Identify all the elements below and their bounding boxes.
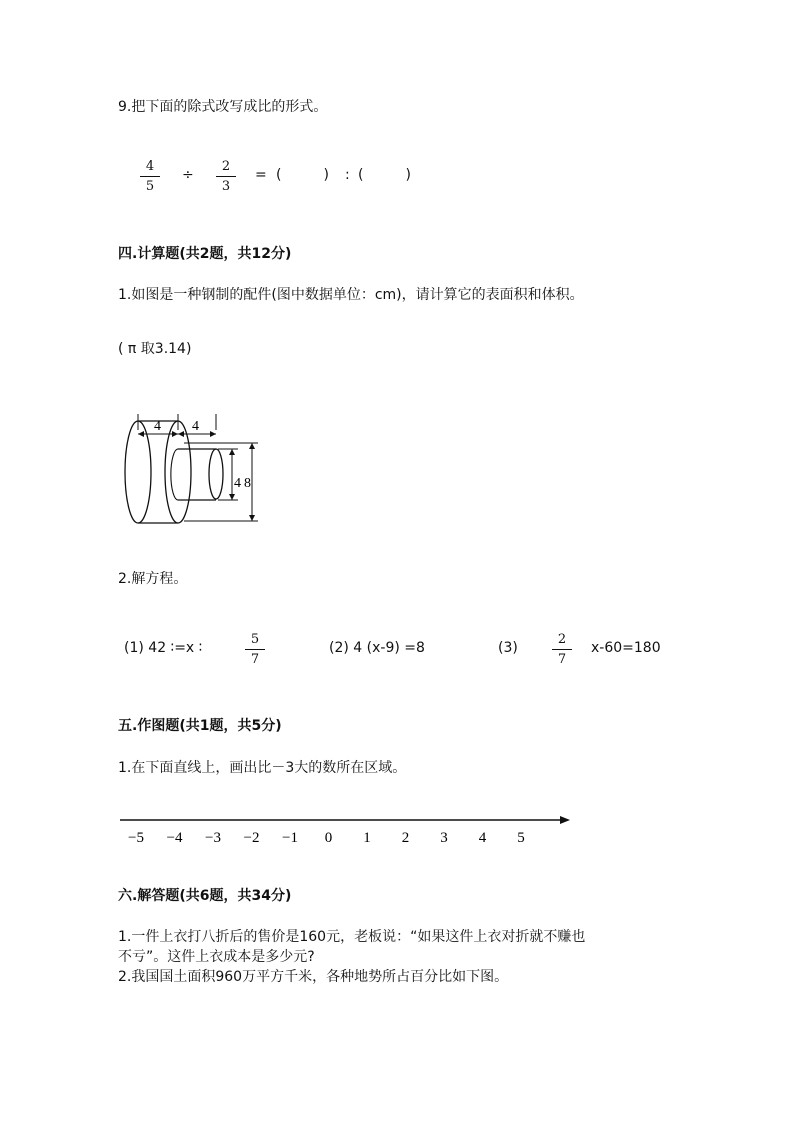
fraction-numerator: 2 (557, 632, 567, 647)
question-9-text: 9.把下面的除式改写成比的形式。 (118, 99, 328, 115)
inner-cylinder-left-arc (171, 449, 178, 500)
outer-cylinder-left-end (125, 421, 151, 523)
number-line-arrow-icon (560, 816, 570, 824)
division-sign: ÷ (182, 167, 194, 183)
dimension-label-left: 4 (154, 419, 161, 434)
inner-cylinder-end (209, 449, 223, 499)
ratio-colon: : (345, 167, 350, 183)
equation-3-fraction (552, 632, 572, 667)
section-5-heading: 五.作图题(共1题，共5分) (118, 718, 282, 734)
number-line[interactable] (118, 806, 578, 856)
fraction-bar (140, 176, 160, 177)
cylinder-part-figure (118, 410, 268, 535)
section-4-heading: 四.计算题(共2题，共12分) (118, 246, 292, 262)
equation-1-fraction (245, 632, 265, 667)
outer-cylinder-right-end (165, 421, 191, 523)
fraction-denominator: 7 (250, 652, 260, 667)
fraction-bar (245, 649, 265, 650)
dimension-label-outer: 8 (244, 476, 251, 491)
answer-blank-2[interactable]: ( ) (358, 167, 411, 183)
section-5-question-1-text: 1.在下面直线上，画出比－3大的数所在区域。 (118, 760, 407, 776)
fraction-denominator: 5 (145, 179, 155, 194)
fraction-denominator: 3 (221, 179, 231, 194)
number-line-label: 5 (517, 830, 525, 846)
section-6-question-2-text: 2.我国国土面积960万平方千米，各种地势所占百分比如下图。 (118, 969, 509, 985)
dimension-label-right: 4 (192, 419, 199, 434)
section-4-question-2-text: 2.解方程。 (118, 571, 188, 587)
number-line-label: −3 (205, 830, 221, 846)
number-line-label: −4 (166, 830, 183, 846)
equals-sign: = (255, 167, 267, 183)
number-line-label: 4 (478, 830, 487, 846)
equation-2: (2) 4 (x-9) =8 (329, 640, 425, 656)
section-6-heading: 六.解答题(共6题，共34分) (118, 888, 292, 904)
fraction-four-fifths (140, 159, 160, 194)
section-6-question-1-line-2: 不亏”。这件上衣成本是多少元? (118, 949, 315, 965)
number-line-label: −5 (128, 830, 144, 846)
fraction-numerator: 5 (250, 632, 260, 647)
number-line-label: 1 (363, 830, 371, 846)
fraction-two-thirds (216, 159, 236, 194)
pi-note: ( π 取3.14) (118, 341, 192, 357)
answer-blank-1[interactable]: ( ) (276, 167, 329, 183)
fraction-numerator: 2 (221, 159, 231, 174)
section-4-question-1-text: 1.如图是一种钢制的配件(图中数据单位：cm)，请计算它的表面积和体积。 (118, 287, 584, 303)
fraction-bar (216, 176, 236, 177)
number-line-label: −2 (243, 830, 260, 846)
number-line-label: 2 (401, 830, 410, 846)
fraction-bar (552, 649, 572, 650)
number-line-label: −1 (282, 830, 298, 846)
number-line-label: 3 (440, 830, 448, 846)
equation-3-prefix: (3) (498, 640, 518, 656)
equation-3-suffix: x-60=180 (591, 640, 661, 656)
fraction-denominator: 7 (557, 652, 567, 667)
dimension-label-inner: 4 (234, 476, 241, 491)
number-line-label: 0 (324, 830, 333, 846)
section-6-question-1-line-1: 1.一件上衣打八折后的售价是160元，老板说：“如果这件上衣对折就不赚也 (118, 929, 586, 945)
equation-1-prefix: (1) 42 ∶=x ∶ (124, 640, 203, 656)
fraction-numerator: 4 (145, 159, 155, 174)
